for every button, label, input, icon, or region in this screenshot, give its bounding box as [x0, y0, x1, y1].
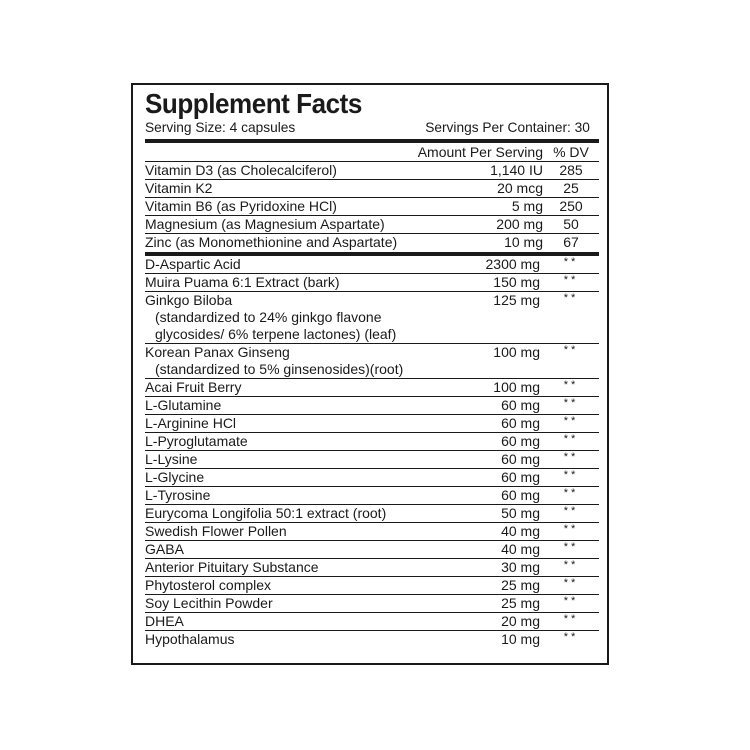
ingredient-amount: 100 mg [493, 379, 540, 395]
ingredient-row [145, 577, 599, 595]
ingredient-name: Korean Panax Ginseng [145, 344, 290, 360]
ingredient-name-block [145, 344, 410, 378]
ingredient-dv: ** [563, 631, 579, 643]
ingredient-amount: 30 mg [501, 559, 540, 575]
nutrient-name: Zinc (as Monomethionine and Aspartate) [145, 234, 398, 250]
servings-per-container: Servings Per Container: 30 [425, 119, 590, 135]
ingredient-amount: 60 mg [501, 469, 540, 485]
ingredient-name: Acai Fruit Berry [145, 379, 242, 395]
nutrient-dv: 25 [563, 180, 579, 196]
nutrient-name: Magnesium (as Magnesium Aspartate) [145, 216, 385, 232]
nutrient-dv: 250 [559, 198, 583, 214]
nutrient-dv: 50 [563, 216, 579, 232]
ingredient-amount: 25 mg [501, 595, 540, 611]
ingredient-amount: 2300 mg [485, 256, 540, 272]
ingredient-row [145, 451, 599, 469]
ingredient-row [145, 379, 599, 397]
nutrient-name: Vitamin K2 [145, 180, 213, 196]
ingredient-amount: 25 mg [501, 577, 540, 593]
ingredient-dv: ** [563, 487, 579, 499]
nutrient-row [145, 216, 599, 234]
ingredient-dv: ** [563, 433, 579, 445]
ingredient-dv: ** [563, 541, 579, 553]
ingredient-dv: ** [563, 451, 579, 463]
ingredient-dv: ** [563, 559, 579, 571]
nutrient-row [145, 162, 599, 180]
ingredient-name: Eurycoma Longifolia 50:1 extract (root) [145, 505, 387, 521]
ingredient-amount: 50 mg [501, 505, 540, 521]
ingredient-name: Ginkgo Biloba [145, 292, 233, 308]
ingredient-row [145, 631, 599, 648]
serving-size: Serving Size: 4 capsules [145, 119, 296, 135]
ingredient-dv: ** [563, 292, 579, 304]
ingredient-name: Swedish Flower Pollen [145, 523, 287, 539]
ingredient-row [145, 523, 599, 541]
ingredient-row [145, 505, 599, 523]
ingredient-amount: 125 mg [493, 292, 540, 308]
ingredient-name: Phytosterol complex [145, 577, 272, 593]
nutrient-row [145, 198, 599, 216]
dv-header: % DV [553, 144, 589, 160]
nutrient-name: Vitamin D3 (as Cholecalciferol) [145, 162, 337, 178]
nutrient-row [145, 234, 599, 251]
ingredient-row [145, 469, 599, 487]
ingredient-amount: 60 mg [501, 433, 540, 449]
ingredient-detail: (standardized to 5% ginsenosides)(root) [155, 361, 404, 377]
ingredient-amount: 150 mg [493, 274, 540, 290]
ingredient-name: L-Tyrosine [145, 487, 211, 503]
ingredient-row [145, 541, 599, 559]
ingredient-dv: ** [563, 397, 579, 409]
ingredient-row [145, 613, 599, 631]
ingredient-amount: 60 mg [501, 415, 540, 431]
ingredient-dv: ** [563, 256, 579, 268]
nutrient-dv: 67 [563, 234, 579, 250]
ingredient-name: Soy Lecithin Powder [145, 595, 273, 611]
ingredient-dv: ** [563, 595, 579, 607]
ingredient-dv: ** [563, 469, 579, 481]
supplement-facts-panel [131, 83, 609, 665]
ingredient-dv: ** [563, 379, 579, 391]
vitamin-list [145, 162, 599, 251]
ingredient-detail: glycosides/ 6% terpene lactones) (leaf) [155, 326, 397, 342]
ingredient-name: Muira Puama 6:1 Extract (bark) [145, 274, 340, 290]
ingredient-amount: 40 mg [501, 541, 540, 557]
ingredient-name: L-Glutamine [145, 397, 222, 413]
ingredient-row [145, 415, 599, 433]
ingredient-name: D-Aspartic Acid [145, 256, 241, 272]
ingredient-name: DHEA [145, 613, 184, 629]
ingredient-name-block [145, 292, 410, 343]
ingredient-name: GABA [145, 541, 184, 557]
ingredient-dv: ** [563, 523, 579, 535]
ingredient-amount: 60 mg [501, 487, 540, 503]
nutrient-amount: 10 mg [504, 234, 543, 250]
ingredient-amount: 40 mg [501, 523, 540, 539]
ingredient-row [145, 595, 599, 613]
ingredient-dv: ** [563, 613, 579, 625]
ingredient-row [145, 292, 599, 344]
ingredient-row [145, 344, 599, 379]
nutrient-row [145, 180, 599, 198]
ingredient-row [145, 559, 599, 577]
serving-info [145, 119, 590, 135]
ingredient-dv: ** [563, 274, 579, 286]
ingredient-amount: 10 mg [501, 631, 540, 647]
ingredient-amount: 20 mg [501, 613, 540, 629]
ingredient-dv: ** [563, 344, 579, 356]
nutrient-amount: 5 mg [511, 198, 543, 214]
ingredient-row [145, 487, 599, 505]
ingredient-name: Anterior Pituitary Substance [145, 559, 319, 575]
ingredient-name: L-Pyroglutamate [145, 433, 248, 449]
ingredient-row [145, 433, 599, 451]
nutrient-amount: 200 mg [496, 216, 543, 232]
ingredient-dv: ** [563, 505, 579, 517]
ingredient-dv: ** [563, 415, 579, 427]
nutrient-amount: 1,140 IU [490, 162, 543, 178]
ingredient-row [145, 274, 599, 292]
ingredient-name: L-Glycine [145, 469, 205, 485]
nutrient-name: Vitamin B6 (as Pyridoxine HCl) [145, 198, 337, 214]
ingredient-row [145, 397, 599, 415]
nutrient-amount: 20 mcg [497, 180, 543, 196]
ingredient-row [145, 256, 599, 274]
ingredient-name: L-Arginine HCl [145, 415, 237, 431]
ingredient-list [145, 256, 599, 648]
column-header [145, 143, 599, 161]
ingredient-amount: 60 mg [501, 451, 540, 467]
ingredient-dv: ** [563, 577, 579, 589]
ingredient-amount: 100 mg [493, 344, 540, 360]
amount-header: Amount Per Serving [417, 144, 543, 160]
panel-title: Supplement Facts [145, 88, 362, 119]
ingredient-amount: 60 mg [501, 397, 540, 413]
ingredient-name: L-Lysine [145, 451, 198, 467]
ingredient-name: Hypothalamus [145, 631, 235, 647]
nutrient-dv: 285 [559, 162, 583, 178]
ingredient-detail: (standardized to 24% ginkgo flavone [155, 309, 382, 325]
